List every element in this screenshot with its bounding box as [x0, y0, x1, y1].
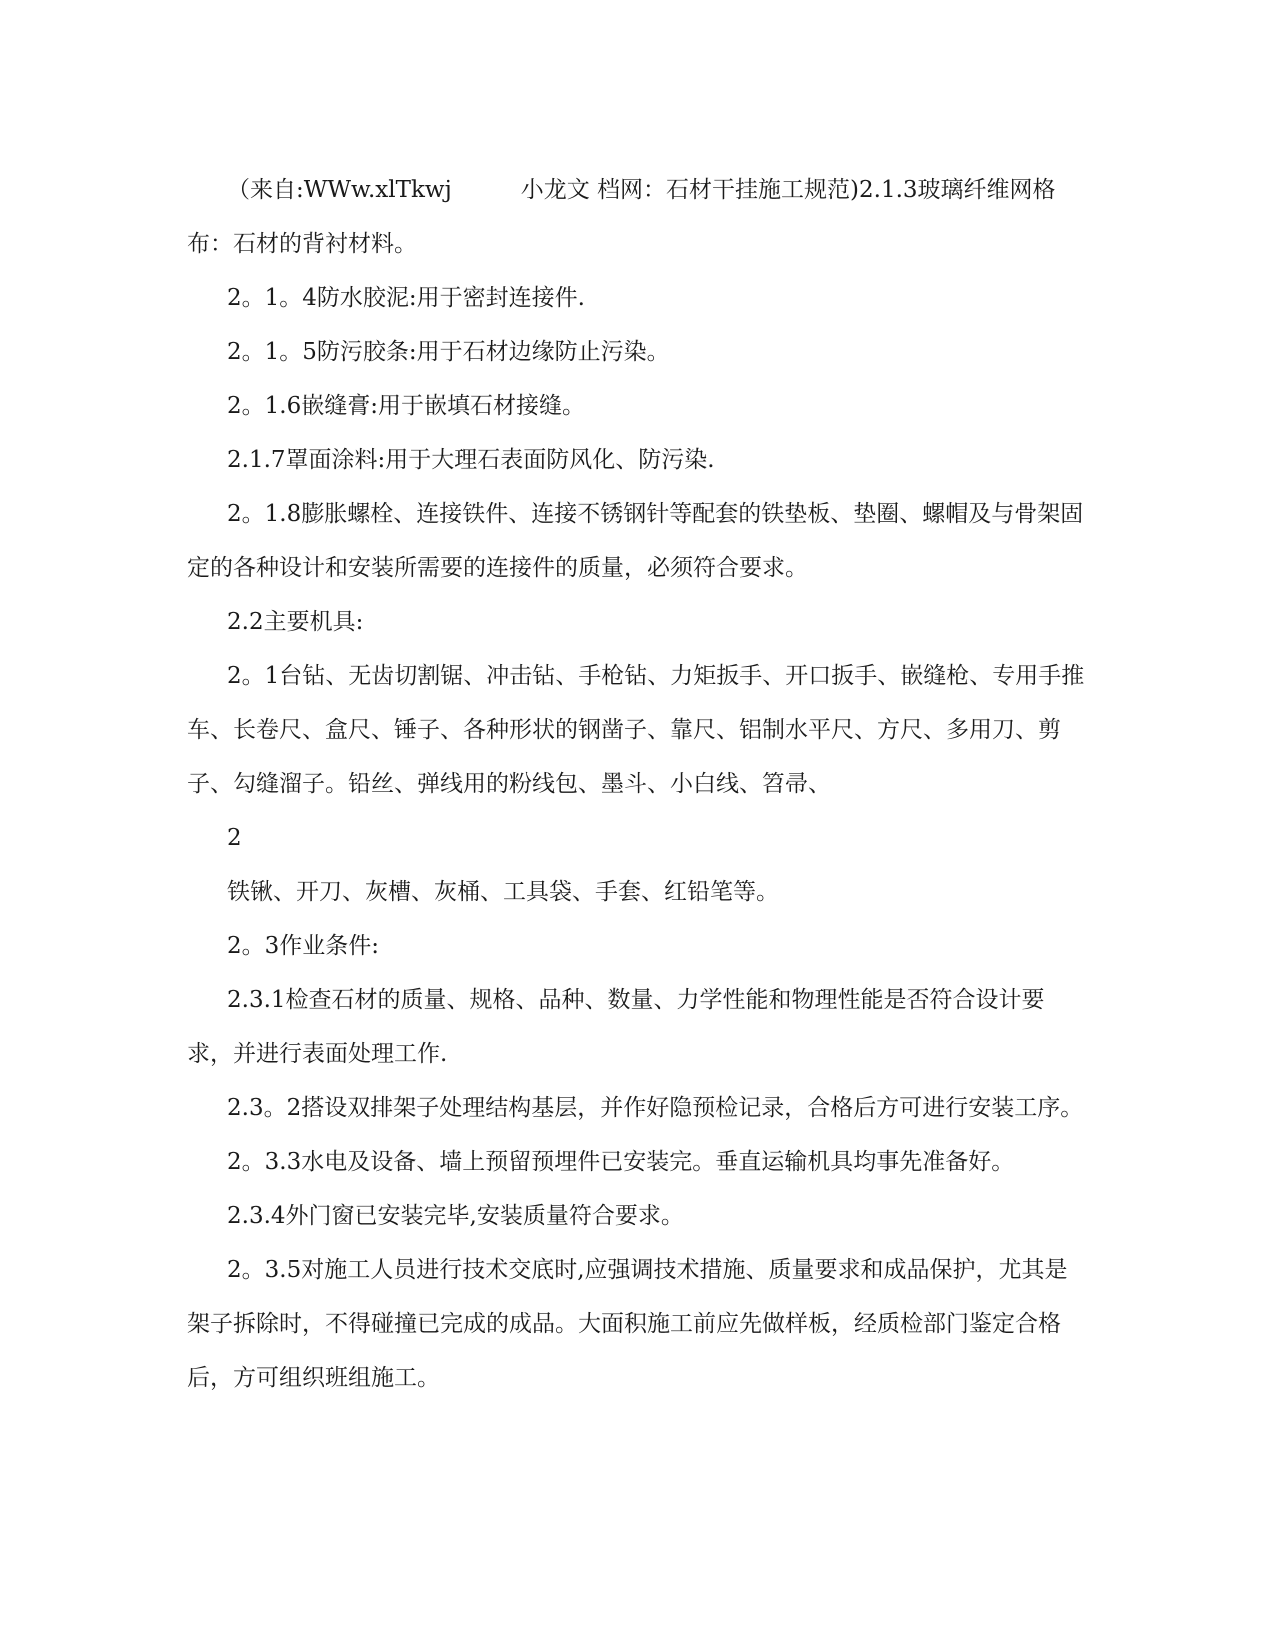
document-body [187, 163, 1087, 1405]
paragraph-2-1-4: 2。1。4防水胶泥:用于密封连接件. [227, 285, 585, 311]
paragraph-2-3-3: 2。3.3水电及设备、墙上预留预埋件已安装完。垂直运输机具均事先准备好。 [227, 1149, 1015, 1175]
paragraph-2-3-1: 2.3.1检查石材的质量、规格、品种、数量、力学性能和物理性能是否符合设计要求，并进行表面处理工作. [187, 987, 1045, 1067]
paragraph-2-1-5: 2。1。5防污胶条:用于石材边缘防止污染。 [227, 339, 670, 365]
paragraph-source-note: （来自:WWw.xlTkwj 小龙文 档网：石材干挂施工规范)2.1.3玻璃纤维网格布：石材的背衬材料。 [187, 177, 1056, 257]
paragraph-2-1-6: 2。1.6嵌缝膏:用于嵌填石材接缝。 [227, 393, 585, 419]
paragraph-2-2-heading: 2.2主要机具: [227, 609, 364, 635]
paragraph-2-1-8: 2。1.8膨胀螺栓、连接铁件、连接不锈钢针等配套的铁垫板、垫圈、螺帽及与骨架固定的各种设计和安装所需要的连接件的质量，必须符合要求。 [187, 501, 1084, 581]
paragraph-tools-continued: 铁锹、开刀、灰槽、灰桶、工具袋、手套、红铅笔等。 [227, 879, 779, 905]
page-number: 2 [227, 825, 242, 851]
paragraph-2-1-7: 2.1.7罩面涂料:用于大理石表面防风化、防污染. [227, 447, 715, 473]
paragraph-2-3-heading: 2。3作业条件: [227, 933, 380, 959]
paragraph-2-3-4: 2.3.4外门窗已安装完毕,安装质量符合要求。 [227, 1203, 684, 1229]
paragraph-tools-list: 2。1台钻、无齿切割锯、冲击钻、手枪钻、力矩扳手、开口扳手、嵌缝枪、专用手推车、长卷尺、盒尺、锤子、各种形状的钢凿子、靠尺、铝制水平尺、方尺、多用刀、剪子、勾缝溜子。铅丝、弹线用的粉线包、墨斗、小白线、笤帚、 [187, 663, 1085, 797]
paragraph-2-3-5: 2。3.5对施工人员进行技术交底时,应强调技术措施、质量要求和成品保护，尤其是架子拆除时，不得碰撞已完成的成品。大面积施工前应先做样板，经质检部门鉴定合格后，方可组织班组施工。 [187, 1257, 1068, 1391]
paragraph-2-3-2: 2.3。2搭设双排架子处理结构基层，并作好隐预检记录，合格后方可进行安装工序。 [227, 1095, 1084, 1121]
